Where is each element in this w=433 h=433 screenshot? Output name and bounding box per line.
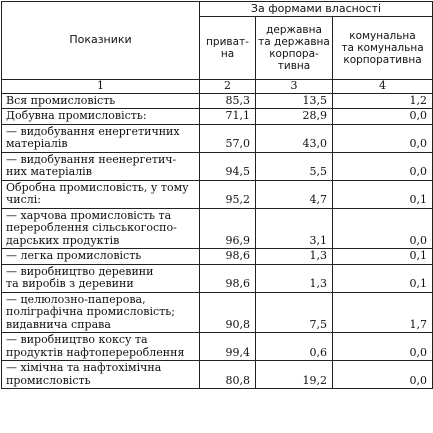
value-communal: 0,1 [333, 264, 433, 292]
value-state: 13,5 [256, 93, 333, 109]
value-private: 94,5 [200, 152, 256, 180]
value-communal: 0,1 [333, 249, 433, 265]
row-label: — харчова промисловість та перероблення сільськогоспо- дарських продуктів [2, 208, 200, 249]
row-label: — видобування енергетичних матеріалів [2, 124, 200, 152]
value-communal: 0,0 [333, 109, 433, 125]
value-private: 98,6 [200, 264, 256, 292]
value-communal: 0,0 [333, 208, 433, 249]
value-private: 98,6 [200, 249, 256, 265]
header-indicators: Показники [2, 2, 200, 80]
value-private: 90,8 [200, 292, 256, 333]
table-row [2, 93, 433, 109]
value-communal: 0,0 [333, 361, 433, 389]
value-state: 7,5 [256, 292, 333, 333]
value-communal: 0,1 [333, 180, 433, 208]
row-label: — легка промисловість [2, 249, 200, 265]
value-communal: 1,7 [333, 292, 433, 333]
value-private: 99,4 [200, 333, 256, 361]
header-state: державна та державна корпора- тивна [256, 17, 333, 80]
table-row [2, 208, 433, 249]
row-label: Обробна промисловість, у тому числі: [2, 180, 200, 208]
value-state: 1,3 [256, 249, 333, 265]
ownership-share-table [1, 1, 433, 389]
value-communal: 1,2 [333, 93, 433, 109]
value-private: 71,1 [200, 109, 256, 125]
row-label: Вся промисловість [2, 93, 200, 109]
table-row [2, 180, 433, 208]
value-state: 0,6 [256, 333, 333, 361]
value-private: 57,0 [200, 124, 256, 152]
row-label: — видобування неенергетич- них матеріалів [2, 152, 200, 180]
value-state: 5,5 [256, 152, 333, 180]
value-communal: 0,0 [333, 152, 433, 180]
value-communal: 0,0 [333, 124, 433, 152]
table-row [2, 264, 433, 292]
column-number: 2 [200, 80, 256, 94]
value-private: 96,9 [200, 208, 256, 249]
table-body [2, 93, 433, 389]
value-private: 80,8 [200, 361, 256, 389]
header-ownership-forms: За формами власності [200, 2, 433, 17]
column-number: 4 [333, 80, 433, 94]
table-row [2, 249, 433, 265]
table-row [2, 109, 433, 125]
row-label: — целюлозно-паперова, поліграфічна промисловість; видавнича справа [2, 292, 200, 333]
value-communal: 0,0 [333, 333, 433, 361]
column-number: 1 [2, 80, 200, 94]
row-label: — виробництво коксу та продуктів нафтоперероблення [2, 333, 200, 361]
column-number-row [2, 80, 433, 94]
value-state: 19,2 [256, 361, 333, 389]
header-communal: комунальна та комунальна корпоративна [333, 17, 433, 80]
value-state: 3,1 [256, 208, 333, 249]
table-row [2, 333, 433, 361]
table-row [2, 124, 433, 152]
row-label: — хімічна та нафтохімічна промисловість [2, 361, 200, 389]
value-state: 1,3 [256, 264, 333, 292]
value-state: 4,7 [256, 180, 333, 208]
row-label: — виробництво деревини та виробів з деревини [2, 264, 200, 292]
table-row [2, 361, 433, 389]
table-row [2, 152, 433, 180]
value-state: 28,9 [256, 109, 333, 125]
column-number: 3 [256, 80, 333, 94]
header-private: приват- на [200, 17, 256, 80]
value-private: 95,2 [200, 180, 256, 208]
value-private: 85,3 [200, 93, 256, 109]
row-label: Добувна промисловість: [2, 109, 200, 125]
table-row [2, 292, 433, 333]
value-state: 43,0 [256, 124, 333, 152]
